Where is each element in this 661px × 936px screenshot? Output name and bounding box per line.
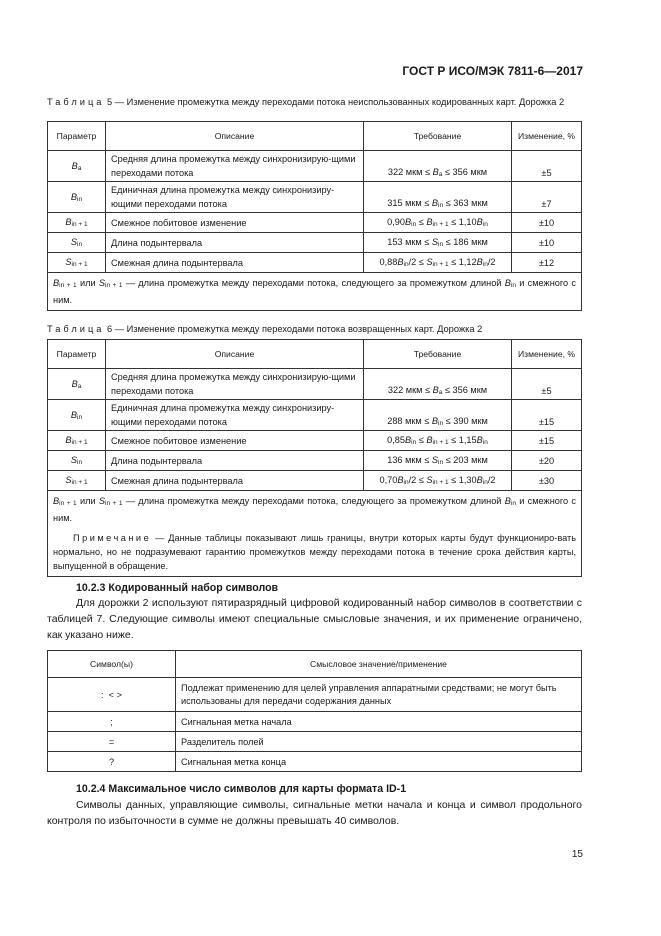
table7-header-meaning: Смысловое значение/применение: [176, 651, 582, 678]
table-row: [48, 182, 582, 213]
table5-cell-param: Bin: [48, 182, 106, 213]
table5-cell-desc: Единичная длина промежутка между синхронизиру-ющими переходами потока: [106, 182, 364, 213]
table5-note-text: Bin + 1 или Sin + 1 — длина промежутка между переходами потока, следующего за промежутком длиной Bin и смежного с ним.: [53, 278, 577, 305]
table6-cell-chg: ±20: [512, 451, 582, 471]
table7: [47, 650, 582, 772]
table6-cell-desc: Длина подынтервала: [106, 451, 364, 471]
table6-header-req: Требование: [364, 340, 512, 369]
table6-cell-desc: Смежное побитовое изменение: [106, 431, 364, 451]
table5-cell-req: 0,88Bin/2 ≤ Sin + 1 ≤ 1,12Bin/2: [364, 253, 512, 273]
table6-caption-word: Таблица: [47, 324, 105, 334]
table-row: [48, 253, 582, 273]
table5-caption: [47, 95, 582, 109]
table6-cell-chg: ±15: [512, 431, 582, 451]
table5-cell-param: Sin: [48, 233, 106, 253]
table5-caption-text: 5 — Изменение промежутка между переходами потока неиспользованных кодированных карт. Дорожка 2: [107, 97, 565, 107]
table7-symbol: ;: [48, 712, 176, 732]
table6-cell-req: 288 мкм ≤ Bin ≤ 390 мкм: [364, 400, 512, 431]
table5-cell-desc: Длина подынтервала: [106, 233, 364, 253]
table6-caption-text: 6 — Изменение промежутка между переходами потока возвращенных карт. Дорожка 2: [107, 324, 483, 334]
table-row: [48, 451, 582, 471]
table6-cell-req: 136 мкм ≤ Sin ≤ 203 мкм: [364, 451, 512, 471]
table6-note: [48, 491, 582, 577]
table7-symbol: : < >: [48, 678, 176, 712]
table5: [47, 121, 582, 311]
table6-remark: Примечание — Данные таблицы показывают лишь границы, внутри которых карты будут функциониро-вать нормально, но не подразумевают гарантию промежутков между переходами потока в течение срока действия карты, выпущенной в обращение.: [53, 533, 576, 571]
table5-cell-req: 315 мкм ≤ Bin ≤ 363 мкм: [364, 182, 512, 213]
table7-symbol: =: [48, 732, 176, 752]
table6-cell-req: 0,70Bin/2 ≤ Sin + 1 ≤ 1,30Bin/2: [364, 471, 512, 491]
table6-cell-param: Ba: [48, 369, 106, 400]
table5-caption-word: Таблица: [47, 97, 105, 107]
table6-cell-param: Bin: [48, 400, 106, 431]
table5-cell-param: Sin + 1: [48, 253, 106, 273]
table5-cell-chg: ±10: [512, 233, 582, 253]
table5-header-param: Параметр: [48, 122, 106, 151]
table-row: [48, 151, 582, 182]
table5-cell-param: Bin + 1: [48, 213, 106, 233]
table-row: [48, 400, 582, 431]
table7-header-symbol: Символ(ы): [48, 651, 176, 678]
table6: [47, 339, 582, 577]
table6-cell-desc: Средняя длина промежутка между синхронизирую-щими переходами потока: [106, 369, 364, 400]
table6-cell-param: Sin + 1: [48, 471, 106, 491]
table-row: [48, 732, 582, 752]
table6-cell-chg: ±30: [512, 471, 582, 491]
table6-header-chg: Изменение, %: [512, 340, 582, 369]
table-note-row: [48, 491, 582, 577]
table5-cell-chg: ±7: [512, 182, 582, 213]
table-row: [48, 678, 582, 712]
table5-cell-param: Ba: [48, 151, 106, 182]
table5-note: [48, 273, 582, 311]
table6-cell-chg: ±15: [512, 400, 582, 431]
section-10-2-3-heading: 10.2.3 Кодированный набор символов: [76, 582, 279, 594]
table6-cell-chg: ±5: [512, 369, 582, 400]
table6-header-desc: Описание: [106, 340, 364, 369]
table5-cell-chg: ±10: [512, 213, 582, 233]
table7-meaning: Сигнальная метка конца: [176, 752, 582, 772]
table5-cell-chg: ±5: [512, 151, 582, 182]
table5-cell-desc: Смежное побитовое изменение: [106, 213, 364, 233]
table6-cell-req: 0,85Bin ≤ Bin + 1 ≤ 1,15Bin: [364, 431, 512, 451]
table6-cell-param: Bin + 1: [48, 431, 106, 451]
table5-header-desc: Описание: [106, 122, 364, 151]
table7-meaning: Подлежат применению для целей управления аппаратными средствами; не могут быть использованы для передачи содержания данных: [176, 678, 582, 712]
table6-note-text: Bin + 1 или Sin + 1 — длина промежутка между переходами потока, следующего за промежутком длиной Bin и смежного с ним.: [53, 496, 577, 523]
table-row: [48, 431, 582, 451]
table5-cell-req: 0,90Bin ≤ Bin + 1 ≤ 1,10Bin: [364, 213, 512, 233]
table-row: [48, 471, 582, 491]
table-note-row: [48, 273, 582, 311]
table7-symbol: ?: [48, 752, 176, 772]
table-row: [48, 752, 582, 772]
table5-cell-chg: ±12: [512, 253, 582, 273]
table6-caption: [47, 322, 582, 336]
section-10-2-4-paragraph: Символы данных, управляющие символы, сигнальные метки начала и конца и символ продольного контроля по избыточности в сумме не должны превышать 40 символов.: [47, 799, 582, 827]
table-row: [48, 712, 582, 732]
table6-cell-desc: Единичная длина промежутка между синхронизиру-ющими переходами потока: [106, 400, 364, 431]
table-row: [48, 233, 582, 253]
table5-header-chg: Изменение, %: [512, 122, 582, 151]
table-row: [48, 369, 582, 400]
section-10-2-4-heading: 10.2.4 Максимальное число символов для карты формата ID-1: [76, 783, 407, 795]
table-row: [48, 213, 582, 233]
page-number: 15: [571, 849, 583, 860]
table7-meaning: Разделитель полей: [176, 732, 582, 752]
document-header: ГОСТ Р ИСО/МЭК 7811-6—2017: [402, 64, 583, 78]
table5-header-req: Требование: [364, 122, 512, 151]
table6-header-param: Параметр: [48, 340, 106, 369]
table6-cell-param: Sin: [48, 451, 106, 471]
table6-cell-desc: Смежная длина подынтервала: [106, 471, 364, 491]
table7-meaning: Сигнальная метка начала: [176, 712, 582, 732]
table5-cell-req: 322 мкм ≤ Ba ≤ 356 мкм: [364, 151, 512, 182]
table5-cell-desc: Смежная длина подынтервала: [106, 253, 364, 273]
table5-cell-desc: Средняя длина промежутка между синхронизирую-щими переходами потока: [106, 151, 364, 182]
section-10-2-3-paragraph: Для дорожки 2 используют пятиразрядный цифровой кодированный набор символов в соответствии с таблицей 7. Следующие символы имеют специальные смысловые значения, и их применение ограничено, как указано ниже.: [47, 597, 582, 641]
table6-cell-req: 322 мкм ≤ Ba ≤ 356 мкм: [364, 369, 512, 400]
table5-cell-req: 153 мкм ≤ Sin ≤ 186 мкм: [364, 233, 512, 253]
